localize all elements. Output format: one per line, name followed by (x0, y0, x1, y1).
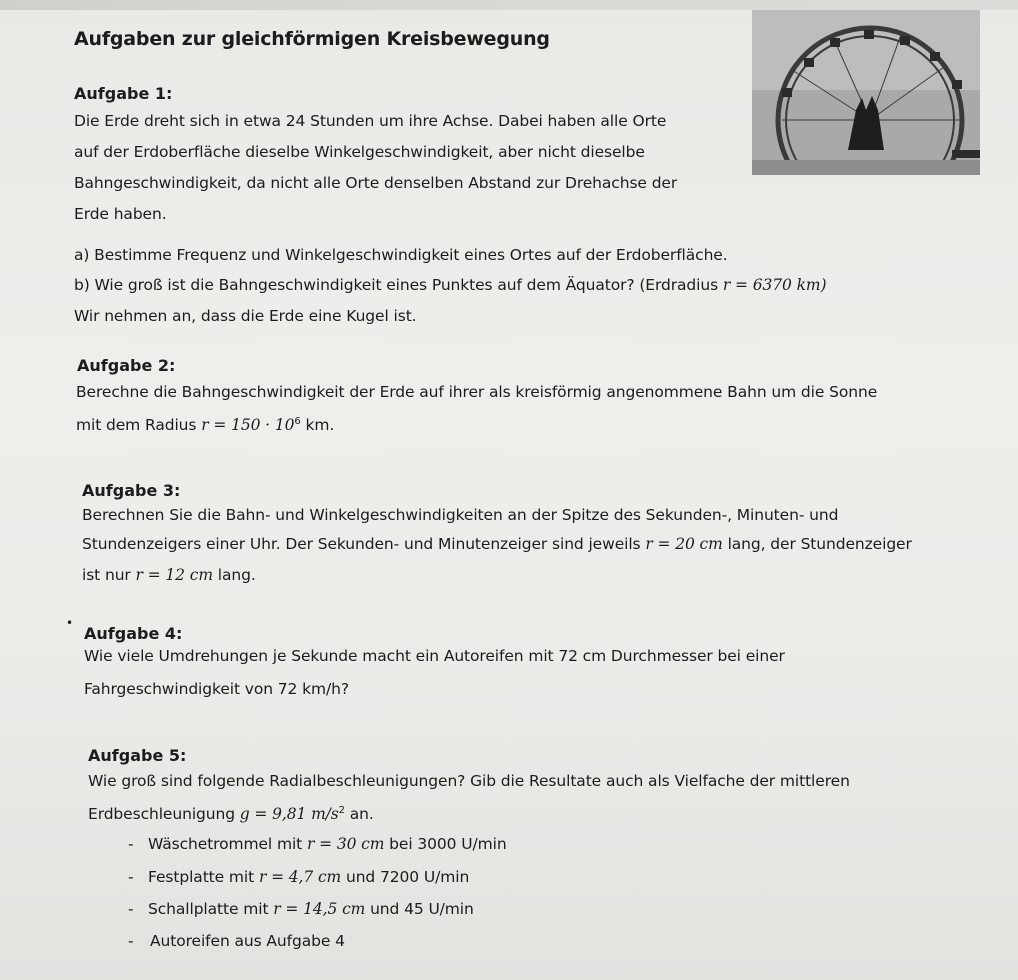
list-item-text: Wäschetrommel mit (148, 835, 307, 853)
ferris-wheel-photo (752, 10, 980, 175)
list-item-formula: r = 14,5 cm (273, 900, 366, 918)
task-2-heading: Aufgabe 2: (77, 356, 176, 375)
task-3-line (82, 566, 256, 584)
task-3-text: lang. (212, 566, 256, 584)
list-bullet: - (128, 868, 134, 886)
list-item (150, 932, 345, 950)
task-5-line (88, 805, 374, 823)
task-2-line: Berechne die Bahngeschwindigkeit der Erde auf ihrer als kreisförmig angenommene Bahn um die Sonne (76, 383, 878, 401)
task-3-heading: Aufgabe 3: (82, 481, 181, 500)
task-3-line (82, 535, 912, 553)
task-5-exponent: 2 (338, 805, 345, 816)
task-1b-text: b) Wie groß ist die Bahngeschwindigkeit eines Punktes auf dem Äquator? (Erdradius (74, 276, 723, 294)
task-2-formula: r = 150 · 10 (201, 416, 295, 435)
task-5-heading: Aufgabe 5: (88, 746, 187, 765)
task-1-line: auf der Erdoberfläche dieselbe Winkelgeschwindigkeit, aber nicht dieselbe (74, 143, 645, 161)
list-item-formula: r = 4,7 cm (258, 868, 342, 886)
list-item (148, 835, 507, 853)
margin-dot: • (66, 616, 74, 630)
list-item-text: und 7200 U/min (341, 868, 470, 886)
task-3-formula: r = 20 cm (645, 535, 723, 553)
task-2-line (76, 416, 334, 434)
list-item-text: bei 3000 U/min (384, 835, 507, 853)
task-3-text: Stundenzeigers einer Uhr. Der Sekunden- und Minutenzeiger sind jeweils (82, 535, 646, 553)
task-2-unit: km. (300, 416, 335, 435)
list-item-formula: r = 30 cm (306, 835, 385, 853)
list-item-text: und 45 U/min (365, 900, 474, 918)
task-5-formula: g = 9,81 m/s (239, 805, 339, 824)
page-title: Aufgaben zur gleichförmigen Kreisbewegung (74, 28, 550, 50)
task-4-line: Fahrgeschwindigkeit von 72 km/h? (84, 680, 349, 698)
task-5-line: Wie groß sind folgende Radialbeschleunigungen? Gib die Resultate auch als Vielfache der mittleren (88, 772, 850, 790)
task-3-formula: r = 12 cm (135, 566, 213, 584)
task-1b-formula: r = 6370 km) (722, 276, 827, 294)
task-1a: a) Bestimme Frequenz und Winkelgeschwindigkeit eines Ortes auf der Erdoberfläche. (74, 246, 728, 264)
list-item-text: Festplatte mit (148, 868, 259, 886)
list-bullet: - (128, 900, 134, 918)
list-bullet: - (128, 932, 134, 950)
task-1b-note: Wir nehmen an, dass die Erde eine Kugel ist. (74, 307, 417, 325)
task-1-heading: Aufgabe 1: (74, 84, 173, 103)
list-item-text: Schallplatte mit (148, 900, 274, 918)
list-bullet: - (128, 835, 134, 853)
task-1-line: Die Erde dreht sich in etwa 24 Stunden um ihre Achse. Dabei haben alle Orte (74, 112, 667, 130)
list-item (148, 900, 474, 918)
task-2-text: mit dem Radius (76, 416, 202, 435)
task-3-text: ist nur (82, 566, 136, 584)
task-5-text: an. (344, 805, 374, 824)
task-4-line: Wie viele Umdrehungen je Sekunde macht ein Autoreifen mit 72 cm Durchmesser bei einer (84, 647, 785, 665)
task-1-line: Bahngeschwindigkeit, da nicht alle Orte denselben Abstand zur Drehachse der (74, 174, 678, 192)
list-item-text: Autoreifen aus Aufgabe 4 (150, 932, 345, 950)
task-3-line: Berechnen Sie die Bahn- und Winkelgeschwindigkeiten an der Spitze des Sekunden-, Minuten- und (82, 506, 839, 524)
task-2-exponent: 6 (294, 416, 301, 427)
task-5-text: Erdbeschleunigung (88, 805, 240, 824)
task-4-heading: Aufgabe 4: (84, 624, 183, 643)
list-item (148, 868, 469, 886)
task-3-text: lang, der Stundenzeiger (722, 535, 912, 553)
task-1b (74, 276, 826, 294)
page-top-shadow (0, 0, 1018, 10)
task-1-line: Erde haben. (74, 205, 167, 223)
